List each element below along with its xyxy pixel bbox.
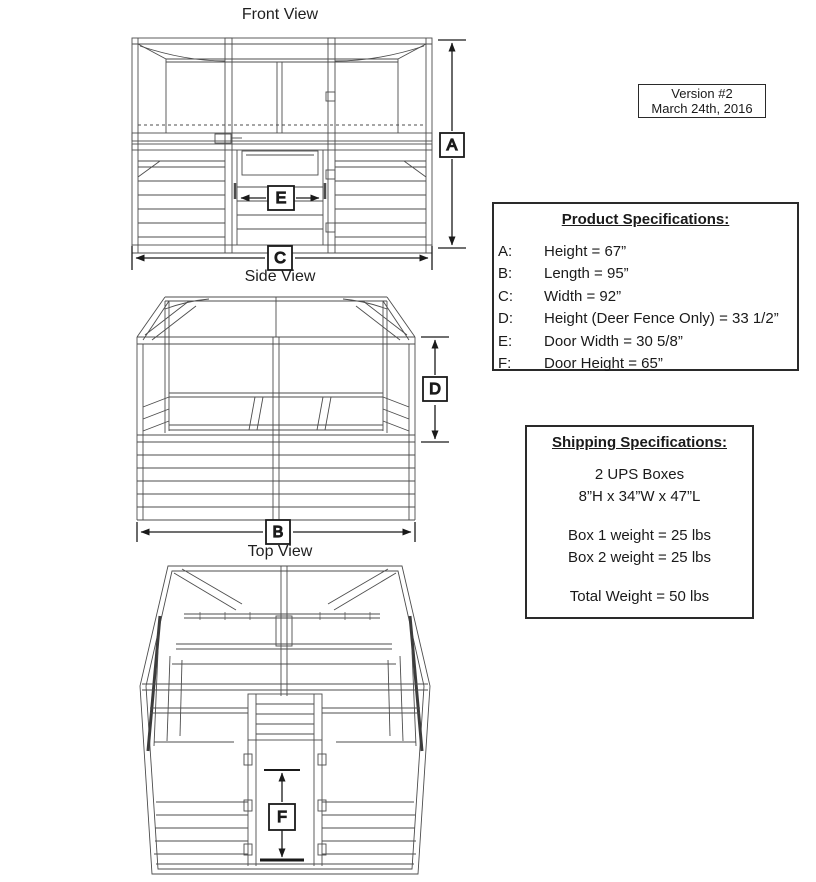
product-specifications-box	[492, 202, 799, 371]
ups-boxes-line: 2 UPS Boxes	[594, 466, 685, 483]
dim-label-c: C	[274, 250, 286, 267]
spec-value: Length = 95”	[544, 265, 629, 283]
product-specifications-rows	[498, 241, 793, 375]
side-structure	[137, 297, 415, 520]
dimension-c	[132, 246, 432, 270]
dimension-e	[241, 186, 319, 210]
side-view-drawing	[125, 283, 460, 549]
dimension-d	[421, 337, 449, 442]
box2-weight-line: Box 2 weight = 25 lbs	[567, 549, 711, 566]
dimension-b	[137, 520, 415, 544]
spec-row-d	[498, 308, 793, 330]
spec-row-f	[498, 353, 793, 375]
front-structure	[132, 38, 432, 253]
shipping-specifications-title: Shipping Specifications:	[551, 434, 727, 451]
version-box	[638, 84, 766, 118]
spec-row-a	[498, 241, 793, 263]
dim-label-f: F	[277, 809, 287, 826]
front-view-title: Front View	[241, 6, 319, 23]
spec-key: B:	[498, 265, 513, 283]
box1-weight-line: Box 1 weight = 25 lbs	[567, 527, 711, 544]
dimension-f	[260, 770, 304, 860]
spec-key: A:	[498, 243, 513, 260]
version-date: March 24th, 2016	[651, 101, 753, 116]
shipping-specifications-box	[525, 425, 754, 619]
total-weight-line: Total Weight = 50 lbs	[569, 588, 710, 605]
spec-row-c	[498, 286, 793, 308]
dim-label-e: E	[275, 190, 287, 207]
spec-key: C:	[498, 287, 513, 305]
version-number: Version #2	[671, 86, 733, 101]
spec-value: Door Height = 65”	[544, 355, 663, 373]
spec-row-b	[498, 263, 793, 285]
top-view-drawing	[130, 556, 440, 882]
spec-value: Height = 67”	[544, 243, 627, 260]
dim-label-d: D	[429, 381, 441, 398]
spec-key: F:	[498, 355, 512, 373]
spec-row-e	[498, 331, 793, 353]
spec-value: Width = 92”	[544, 287, 622, 305]
spec-value: Height (Deer Fence Only) = 33 1/2”	[544, 310, 779, 328]
top-view-title: Top View	[247, 543, 313, 560]
side-view-title: Side View	[244, 268, 316, 285]
front-view-drawing	[125, 35, 470, 285]
dim-label-b: B	[272, 524, 284, 541]
box-dimensions-line: 8”H x 34”W x 47”L	[578, 488, 701, 505]
spec-key: D:	[498, 310, 513, 328]
spec-key: E:	[498, 332, 513, 350]
spec-value: Door Width = 30 5/8”	[544, 332, 683, 350]
dimension-a	[438, 40, 466, 248]
dim-label-a: A	[446, 137, 458, 154]
product-specifications-title: Product Specifications:	[561, 211, 730, 228]
